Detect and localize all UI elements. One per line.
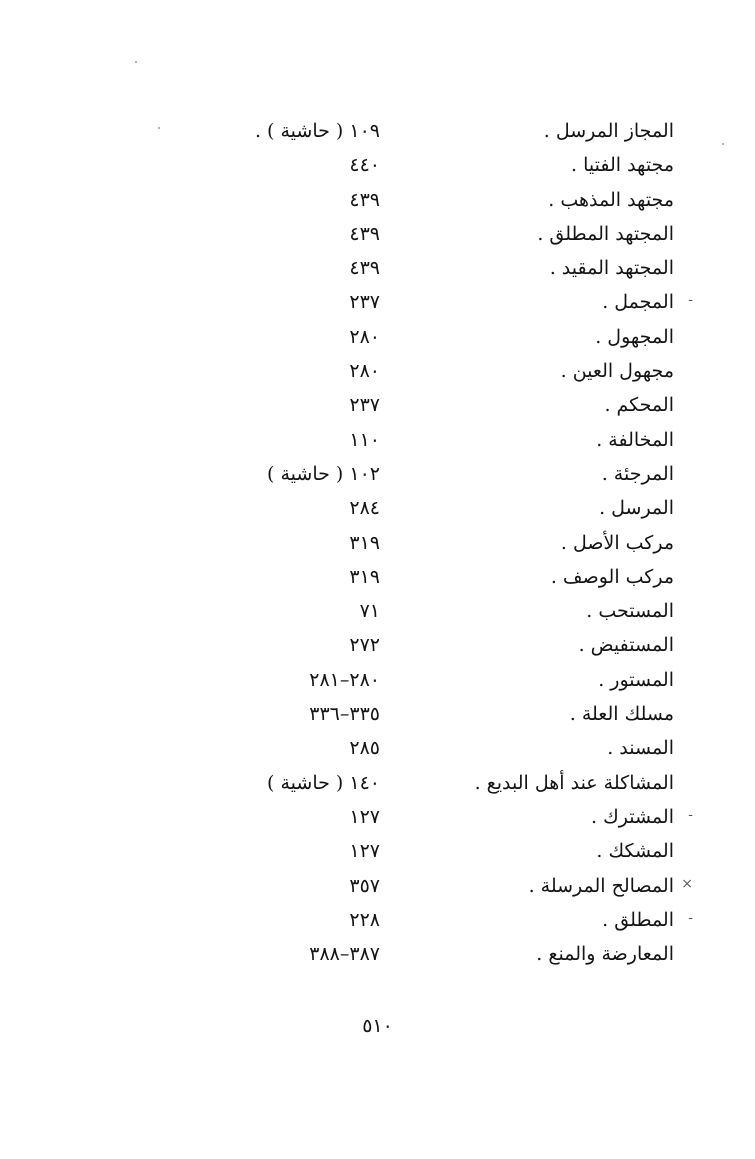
index-entry — [0, 217, 755, 251]
scan-speck — [135, 61, 137, 63]
index-term: المعارضة والمنع . — [536, 943, 674, 966]
index-term: المحكم . — [604, 394, 674, 417]
index-page-refs: ٢٨٠ — [349, 360, 380, 383]
index-entry — [0, 800, 755, 834]
index-term: المستور . — [598, 668, 674, 691]
index-term: مجتهد الفتيا . — [571, 154, 674, 177]
index-term: المشترك . — [591, 805, 674, 828]
index-term: مسلك العلة . — [569, 703, 674, 726]
index-entry — [0, 594, 755, 628]
index-page-refs: ٣٥٧ — [349, 874, 380, 897]
index-page-refs: ٢٧٢ — [349, 634, 380, 657]
index-entry — [0, 560, 755, 594]
index-entry — [0, 937, 755, 971]
index-term: المجتهد المطلق . — [537, 222, 674, 245]
index-term: المرجئة . — [601, 462, 674, 485]
margin-mark: × — [681, 875, 693, 892]
index-entry — [0, 834, 755, 868]
index-page-refs: ١٠٩ ( حاشية ) . — [254, 120, 380, 142]
index-page-refs: ٧١ — [359, 600, 380, 623]
index-page-refs: ٢٨٠ — [349, 325, 380, 348]
index-entry — [0, 457, 755, 491]
index-page-refs: ١٤٠ ( حاشية ) — [267, 771, 380, 794]
index-page-refs: ١٠٢ ( حاشية ) — [267, 462, 380, 485]
index-term: المجتهد المقيد . — [549, 257, 674, 280]
index-term: المشكك . — [596, 840, 674, 863]
index-entry — [0, 148, 755, 182]
index-term: مجتهد المذهب . — [548, 188, 674, 211]
index-page-refs: ٤٣٩ — [349, 257, 380, 280]
index-term: مركب الوصف . — [550, 565, 674, 588]
index-term: المسند . — [607, 737, 674, 760]
index-page-refs: ٤٤٠ — [349, 154, 380, 177]
index-page-refs: ٢٣٧ — [349, 394, 380, 417]
index-entry — [0, 423, 755, 457]
index-page-refs: ٤٣٩ — [349, 188, 380, 211]
index-entry — [0, 731, 755, 765]
index-entry — [0, 354, 755, 388]
margin-mark: - — [688, 292, 693, 309]
index-entry — [0, 869, 755, 903]
index-page-refs: ٢٢٨ — [349, 908, 380, 931]
index-list — [0, 114, 755, 971]
index-entry — [0, 285, 755, 319]
index-page-refs: ٣٣٥–٣٣٦ — [309, 703, 380, 726]
index-term: مجهول العين . — [560, 360, 674, 383]
index-page-refs: ٢٣٧ — [349, 291, 380, 314]
index-term: المخالفة . — [596, 428, 674, 451]
index-page-refs: ٢٨٤ — [349, 497, 380, 520]
index-entry — [0, 628, 755, 662]
index-page-refs: ٢٨٥ — [349, 737, 380, 760]
index-term: المستفيض . — [578, 634, 674, 657]
index-entry — [0, 251, 755, 285]
index-term: المصالح المرسلة . — [528, 874, 674, 897]
index-entry — [0, 697, 755, 731]
index-page-refs: ١٢٧ — [349, 805, 380, 828]
index-term: المجاز المرسل . — [543, 120, 674, 142]
index-page-refs: ٣١٩ — [349, 565, 380, 588]
index-page-refs: ١٢٧ — [349, 840, 380, 863]
index-term: المستحب . — [586, 600, 674, 623]
index-page-refs: ٤٣٩ — [349, 222, 380, 245]
index-entry — [0, 766, 755, 800]
index-page-refs: ١١٠ — [349, 428, 380, 451]
index-term: المطلق . — [602, 908, 674, 931]
page-number: ٥١٠ — [362, 1015, 393, 1037]
index-page-refs: ٣١٩ — [349, 531, 380, 554]
index-term: مركب الأصل . — [560, 531, 674, 554]
index-entry — [0, 114, 755, 148]
index-entry — [0, 388, 755, 422]
index-term: المجمل . — [602, 291, 674, 314]
index-page-refs: ٣٨٧–٣٨٨ — [309, 943, 380, 966]
index-entry — [0, 903, 755, 937]
index-entry — [0, 491, 755, 525]
index-entry — [0, 183, 755, 217]
index-term: المرسل . — [599, 497, 674, 520]
index-term: المجهول . — [595, 325, 674, 348]
margin-mark: - — [688, 806, 693, 823]
index-page-refs: ٢٨٠–٢٨١ — [309, 668, 380, 691]
index-entry — [0, 663, 755, 697]
index-term: المشاكلة عند أهل البديع . — [474, 771, 674, 794]
index-entry — [0, 526, 755, 560]
margin-mark: - — [688, 909, 693, 926]
index-entry — [0, 320, 755, 354]
